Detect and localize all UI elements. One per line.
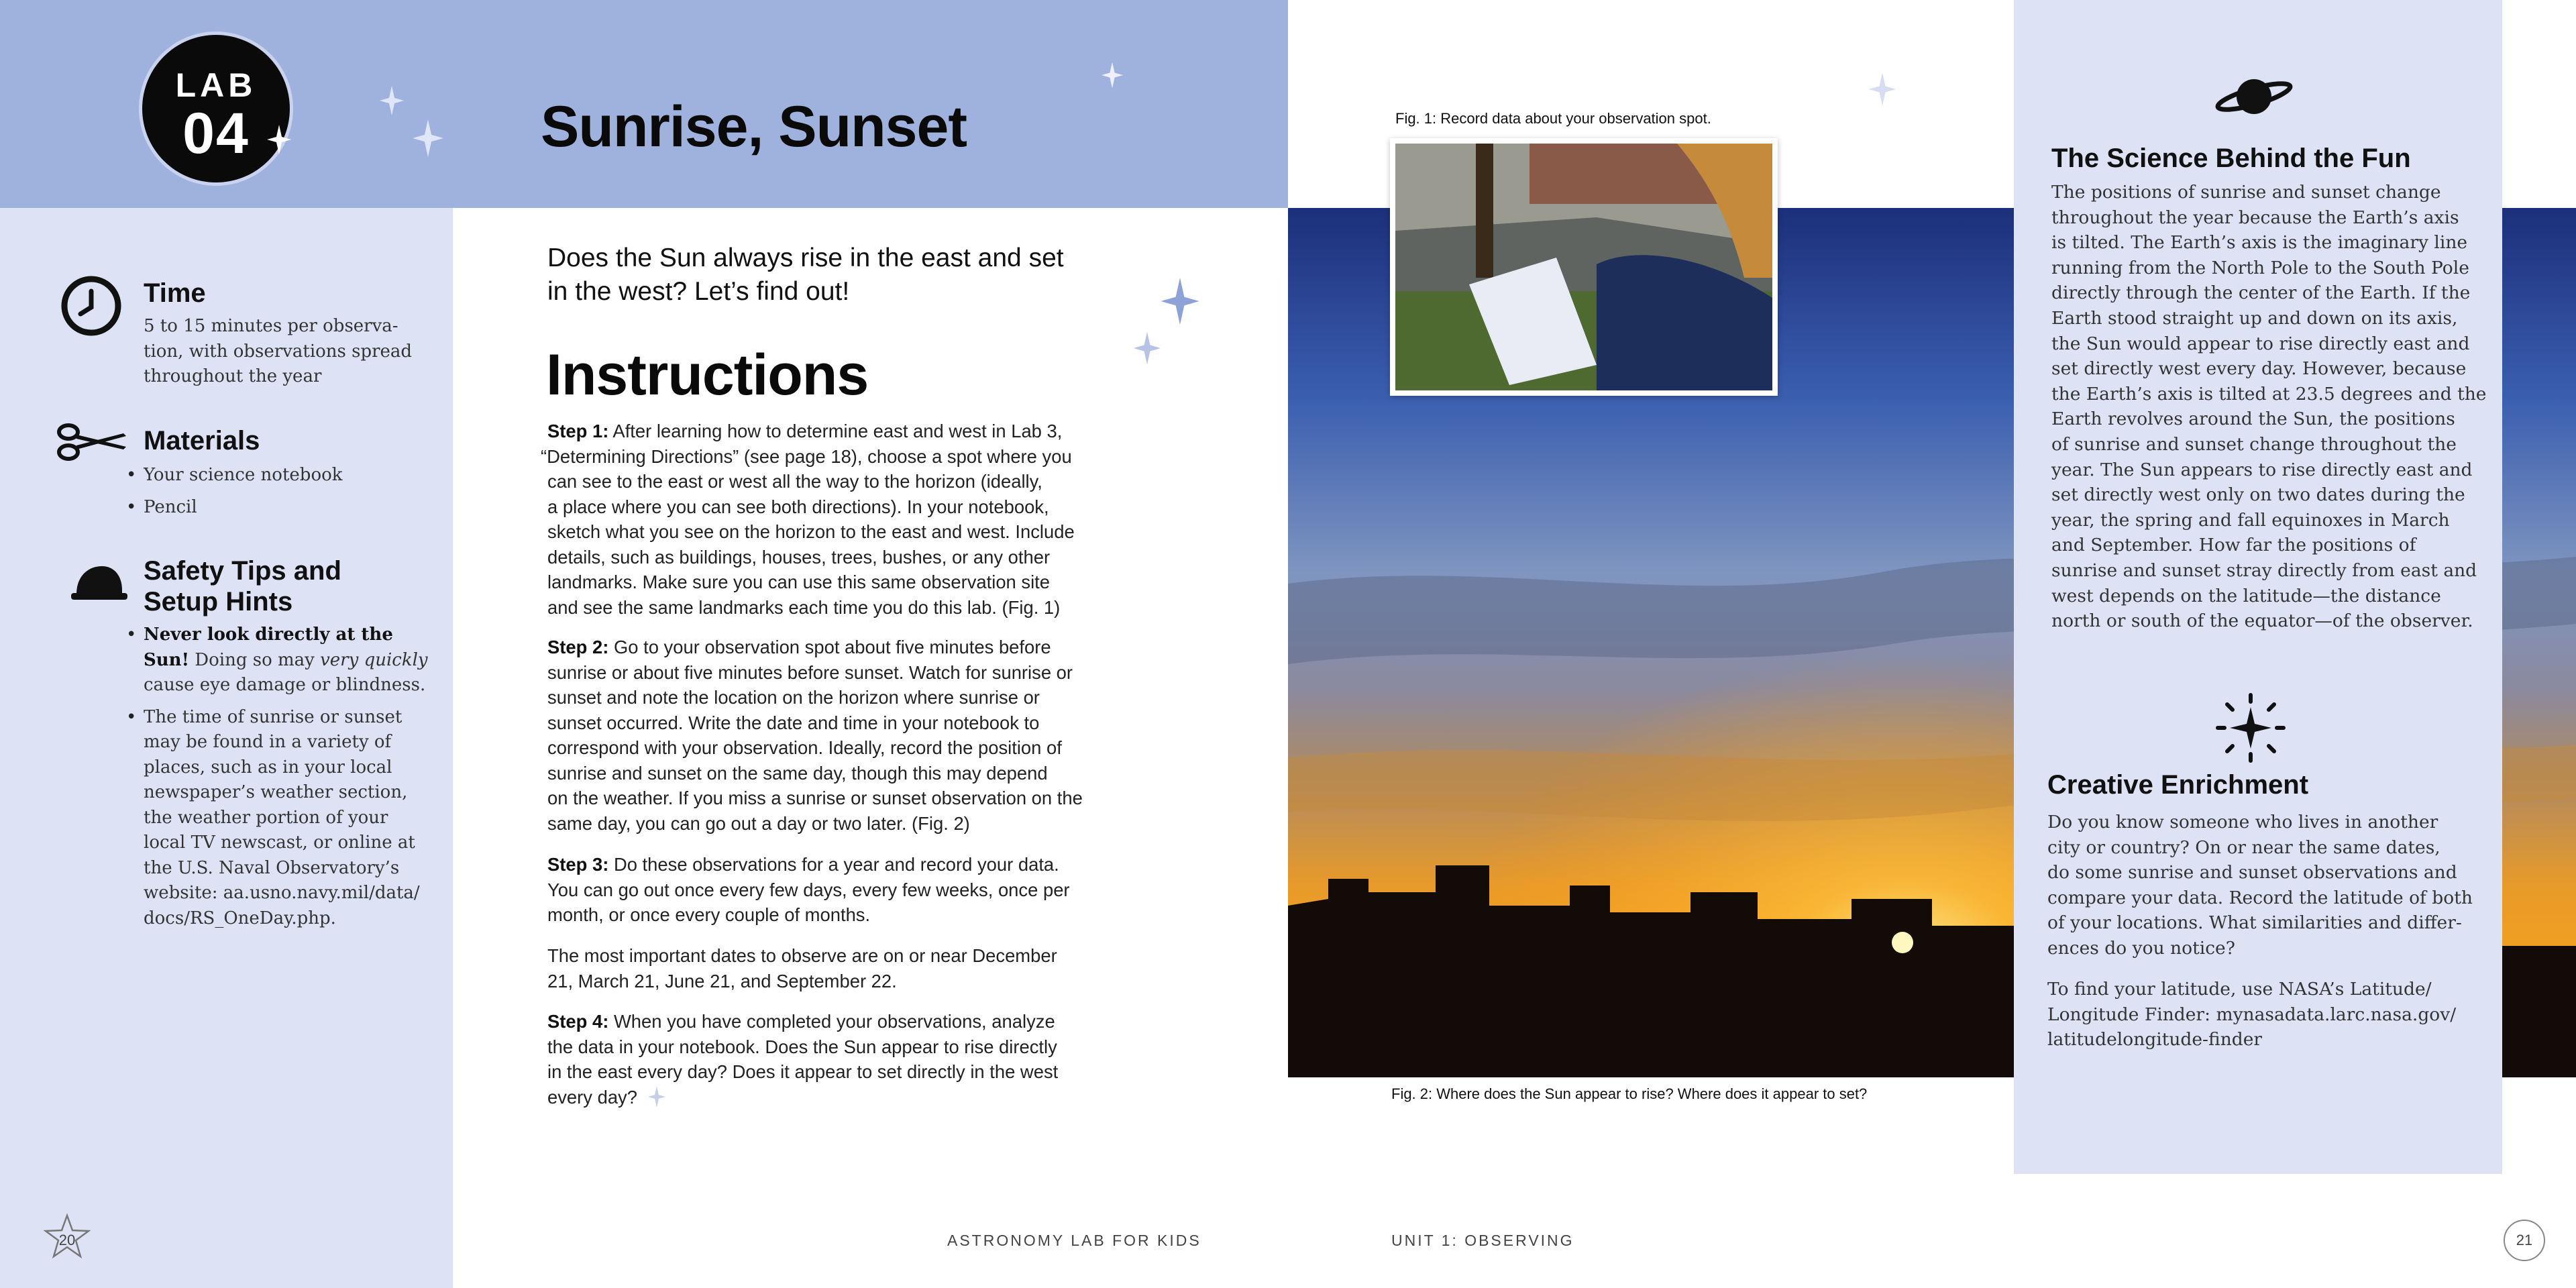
step-text: on the weather. If you miss a sunrise or sunset observation on the xyxy=(547,788,1083,808)
science-line: set directly west every day. However, because xyxy=(2051,358,2467,380)
step-4 xyxy=(547,1009,1118,1110)
time-line: tion, with observations spread xyxy=(144,341,413,362)
science-line: north or south of the equator—of the observer. xyxy=(2051,610,2473,632)
step-text: sketch what you see on the horizon to the east and west. Include xyxy=(547,521,1075,542)
tip-text: places, such as in your local xyxy=(144,757,392,777)
tip-text: docs/RS_OneDay.php. xyxy=(144,908,336,928)
science-line: year, the spring and fall equinoxes in March xyxy=(2051,509,2450,531)
tip-text: • The time of sunrise or sunset xyxy=(144,706,402,727)
enrichment-line: compare your data. Record the latitude of both xyxy=(2047,887,2473,908)
step-text: and see the same landmarks each time you do this lab. (Fig. 1) xyxy=(547,596,1061,618)
important-dates-paragraph xyxy=(547,943,1118,994)
step-text: After learning how to determine east and west in Lab 3, xyxy=(608,421,1063,441)
step-text: the data in your notebook. Does the Sun appear to rise directly xyxy=(547,1036,1057,1057)
sparkle-icon xyxy=(1102,62,1123,89)
time-heading: Time xyxy=(144,278,206,308)
time-line: throughout the year xyxy=(144,366,322,386)
science-line: throughout the year because the Earth’s axis xyxy=(2051,207,2459,228)
lab-word: LAB xyxy=(175,66,257,104)
warning-text: Sun! xyxy=(144,649,189,670)
enrichment-heading: Creative Enrichment xyxy=(2047,770,2309,800)
sparkle-icon xyxy=(380,86,404,115)
page-number: 21 xyxy=(2504,1220,2545,1261)
sparkle-icon xyxy=(412,119,444,157)
page-number: 20 xyxy=(58,1232,76,1248)
safety-tips-list xyxy=(144,623,439,938)
materials-heading: Materials xyxy=(144,426,260,455)
tip-text: may be found in a variety of xyxy=(144,732,392,752)
science-line: sunrise and sunset stray directly from east and xyxy=(2051,559,2477,581)
step-text: You can go out once every few days, every few weeks, once per xyxy=(547,879,1070,900)
burst-star-icon xyxy=(2215,692,2286,763)
tip-text: local TV newscast, or online at xyxy=(144,833,415,853)
step-text: can see to the east or west all the way to the horizon (ideally, xyxy=(547,471,1042,492)
sparkle-icon xyxy=(1161,278,1199,325)
tip-emphasis: very quickly xyxy=(320,649,428,670)
list-item xyxy=(144,705,439,932)
step-text: in the east every day? Does it appear to set directly in the west xyxy=(547,1061,1059,1082)
step-label: Step 2: xyxy=(547,637,609,657)
step-text: month, or once every couple of months. xyxy=(547,904,871,925)
figure-1-caption: Fig. 1: Record data about your observation spot. xyxy=(1395,110,1711,127)
enrichment-paragraph xyxy=(2047,810,2473,961)
page-title: Sunrise, Sunset xyxy=(541,95,967,159)
clock-icon xyxy=(60,275,122,337)
tip-text: cause eye damage or blindness. xyxy=(144,675,426,695)
science-line: The positions of sunrise and sunset change xyxy=(2051,182,2441,203)
latitude-line: To find your latitude, use NASA’s Latitude/ xyxy=(2047,979,2432,1000)
tip-text: newspaper’s weather section, xyxy=(144,782,408,802)
step-label: Step 4: xyxy=(547,1011,609,1032)
science-line: west depends on the latitude—the distance xyxy=(2051,585,2441,606)
sparkle-icon xyxy=(1869,72,1896,106)
list-item: • Pencil xyxy=(144,495,343,521)
step-text: sunrise or about five minutes before sunset. Watch for sunrise or xyxy=(547,661,1073,683)
tip-text: website: aa.usno.navy.mil/data/ xyxy=(144,883,420,903)
step-text: correspond with your observation. Ideally, record the position of xyxy=(547,737,1062,758)
step-text: details, such as buildings, houses, trees, bushes, or any other xyxy=(547,546,1051,568)
step-text: When you have completed your observations, analyze xyxy=(608,1011,1055,1032)
intro-line: in the west? Let’s find out! xyxy=(547,277,850,306)
enrichment-line: city or country? On or near the same dates, xyxy=(2047,837,2440,858)
science-line: set directly west only on two dates during the xyxy=(2051,484,2465,506)
science-line: Earth stood straight up and down on its axis, xyxy=(2051,307,2458,329)
step-text: sunset and note the location on the horizon where sunrise or xyxy=(547,687,1040,708)
intro-paragraph xyxy=(547,241,1118,309)
step-text: “Determining Directions” (see page 18), choose a spot where you xyxy=(541,445,1072,467)
safety-heading-line: Safety Tips and xyxy=(144,556,341,586)
step-text: same day, you can go out a day or two later. (Fig. 2) xyxy=(547,812,970,834)
step-text: Go to your observation spot about five minutes before xyxy=(608,637,1051,657)
step-text: The most important dates to observe are on or near December xyxy=(547,945,1057,966)
step-label: Step 1: xyxy=(547,421,609,441)
latitude-line: Longitude Finder: mynasadata.larc.nasa.gov/ xyxy=(2047,1004,2457,1025)
figure-1-photo xyxy=(1390,138,1778,396)
tip-text: the U.S. Naval Observatory’s xyxy=(144,857,400,878)
science-line: Earth revolves around the Sun, the positions xyxy=(2051,409,2455,430)
enrichment-line: ences do you notice? xyxy=(2047,937,2235,959)
science-line: the Sun would appear to rise directly east and xyxy=(2051,333,2470,354)
step-2 xyxy=(547,635,1118,836)
step-text: sunset occurred. Write the date and time in your notebook to xyxy=(547,712,1040,733)
latitude-finder-paragraph xyxy=(2047,977,2456,1053)
safety-heading xyxy=(144,555,341,617)
step-text: Do these observations for a year and record your data. xyxy=(608,854,1059,875)
scissors-icon xyxy=(56,423,129,462)
science-line: running from the North Pole to the South Pole xyxy=(2051,257,2469,278)
list-item: • Your science notebook xyxy=(144,463,343,488)
lab-number-badge xyxy=(142,35,290,182)
planet-icon xyxy=(2214,72,2294,119)
science-line: is tilted. The Earth’s axis is the imaginary line xyxy=(2051,232,2468,254)
enrichment-line: do some sunrise and sunset observations and xyxy=(2047,862,2457,883)
sparkle-icon xyxy=(648,1086,665,1108)
enrichment-line: of your locations. What similarities and differ- xyxy=(2047,912,2462,934)
lab-number: 04 xyxy=(182,101,250,166)
tip-text: the weather portion of your xyxy=(144,807,388,828)
step-text: landmarks. Make sure you can use this same observation site xyxy=(547,572,1051,592)
sparkle-icon xyxy=(1134,331,1161,365)
step-text: every day? xyxy=(547,1086,637,1108)
step-text: a place where you can see both directions). In your notebook, xyxy=(547,496,1049,517)
time-line: 5 to 15 minutes per observa- xyxy=(144,316,398,336)
sparkle-icon xyxy=(267,125,291,154)
intro-line: Does the Sun always rise in the east and set xyxy=(547,244,1064,272)
step-1 xyxy=(541,419,1118,620)
latitude-line: latitudelongitude-finder xyxy=(2047,1029,2263,1051)
step-text: 21, March 21, June 21, and September 22. xyxy=(547,970,897,991)
science-paragraph xyxy=(2051,180,2486,634)
notebook-photo xyxy=(1395,144,1772,390)
science-line: of sunrise and sunset change throughout the xyxy=(2051,433,2457,455)
science-line: directly through the center of the Earth. If the xyxy=(2051,282,2471,304)
materials-list xyxy=(144,463,343,527)
safety-heading-line: Setup Hints xyxy=(144,587,293,616)
time-description xyxy=(144,314,412,390)
step-text: sunrise and sunset on the same day, though this may depend xyxy=(547,762,1048,784)
figure-2-caption: Fig. 2: Where does the Sun appear to rise? Where does it appear to set? xyxy=(1391,1085,1868,1102)
book-title-footer: ASTRONOMY LAB FOR KIDS xyxy=(947,1232,1201,1249)
list-item xyxy=(144,623,439,698)
science-line: year. The Sun appears to rise directly east and xyxy=(2051,459,2473,480)
warning-text: Never look directly at the xyxy=(144,625,393,645)
step-3 xyxy=(547,852,1118,928)
tip-text: Doing so may xyxy=(189,649,321,670)
instructions-heading: Instructions xyxy=(546,343,869,407)
enrichment-line: Do you know someone who lives in another xyxy=(2047,812,2438,833)
science-line: the Earth’s axis is tilted at 23.5 degrees and the xyxy=(2051,383,2487,405)
unit-label-footer: UNIT 1: OBSERVING xyxy=(1391,1232,1574,1249)
science-heading: The Science Behind the Fun xyxy=(2051,144,2411,173)
hard-hat-icon xyxy=(70,564,127,605)
science-line: and September. How far the positions of xyxy=(2051,535,2416,556)
step-label: Step 3: xyxy=(547,854,609,875)
